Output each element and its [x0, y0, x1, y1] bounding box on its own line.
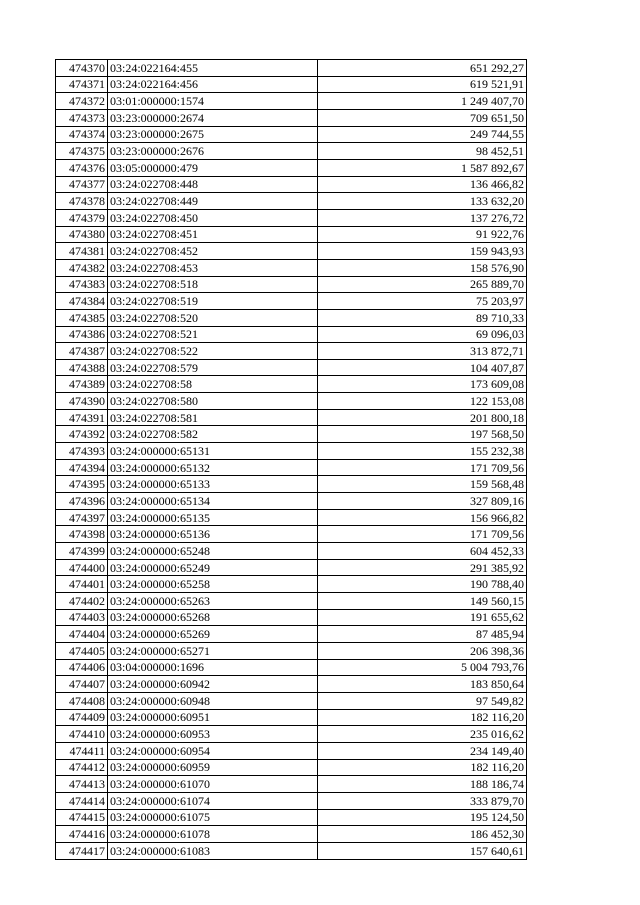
cadastral-value-cell: 183 850,64: [318, 676, 527, 693]
table-row: [56, 109, 527, 126]
table-row: [56, 243, 527, 260]
cadastral-number-cell: 03:24:000000:60942: [108, 676, 318, 693]
row-number-cell: 474380: [56, 226, 108, 243]
table-row: [56, 593, 527, 610]
cadastral-value-cell: 313 872,71: [318, 343, 527, 360]
table-row: [56, 309, 527, 326]
cadastral-number-cell: 03:24:000000:61075: [108, 809, 318, 826]
cadastral-value-cell: 156 966,82: [318, 509, 527, 526]
table-row: [56, 326, 527, 343]
cadastral-number-cell: 03:24:022164:455: [108, 60, 318, 77]
cadastral-number-cell: 03:24:000000:65136: [108, 526, 318, 543]
cadastral-number-cell: 03:04:000000:1696: [108, 659, 318, 676]
cadastral-number-cell: 03:24:000000:65135: [108, 509, 318, 526]
cadastral-number-cell: 03:24:022708:520: [108, 309, 318, 326]
table-row: [56, 609, 527, 626]
table-row: [56, 759, 527, 776]
cadastral-value-cell: 104 407,87: [318, 359, 527, 376]
cadastral-value-cell: 171 709,56: [318, 459, 527, 476]
cadastral-value-cell: 122 153,08: [318, 393, 527, 410]
row-number-cell: 474402: [56, 593, 108, 610]
row-number-cell: 474381: [56, 243, 108, 260]
cadastral-value-cell: 1 587 892,67: [318, 159, 527, 176]
row-number-cell: 474397: [56, 509, 108, 526]
row-number-cell: 474393: [56, 443, 108, 460]
cadastral-value-cell: 98 452,51: [318, 143, 527, 160]
cadastral-number-cell: 03:24:022708:451: [108, 226, 318, 243]
cadastral-value-cell: 75 203,97: [318, 293, 527, 310]
cadastral-value-cell: 333 879,70: [318, 792, 527, 809]
row-number-cell: 474379: [56, 209, 108, 226]
row-number-cell: 474412: [56, 759, 108, 776]
row-number-cell: 474388: [56, 359, 108, 376]
cadastral-value-cell: 133 632,20: [318, 193, 527, 210]
table-row: [56, 659, 527, 676]
cadastral-number-cell: 03:24:022708:453: [108, 259, 318, 276]
row-number-cell: 474400: [56, 559, 108, 576]
row-number-cell: 474415: [56, 809, 108, 826]
cadastral-value-cell: 604 452,33: [318, 543, 527, 560]
cadastral-value-cell: 136 466,82: [318, 176, 527, 193]
cadastral-number-cell: 03:24:000000:65268: [108, 609, 318, 626]
row-number-cell: 474417: [56, 842, 108, 859]
cadastral-value-cell: 188 186,74: [318, 776, 527, 793]
cadastral-value-cell: 186 452,30: [318, 826, 527, 843]
row-number-cell: 474405: [56, 642, 108, 659]
table-row: [56, 626, 527, 643]
cadastral-number-cell: 03:23:000000:2676: [108, 143, 318, 160]
table-row: [56, 443, 527, 460]
cadastral-value-cell: 182 116,20: [318, 709, 527, 726]
cadastral-number-cell: 03:24:022708:452: [108, 243, 318, 260]
cadastral-number-cell: 03:24:022708:582: [108, 426, 318, 443]
cadastral-number-cell: 03:24:000000:60954: [108, 742, 318, 759]
cadastral-number-cell: 03:24:000000:60959: [108, 759, 318, 776]
row-number-cell: 474408: [56, 692, 108, 709]
row-number-cell: 474411: [56, 742, 108, 759]
table-row: [56, 159, 527, 176]
cadastral-number-cell: 03:24:022708:58: [108, 376, 318, 393]
cadastral-number-cell: 03:24:000000:60953: [108, 726, 318, 743]
table-row: [56, 709, 527, 726]
cadastral-number-cell: 03:24:000000:61070: [108, 776, 318, 793]
row-number-cell: 474409: [56, 709, 108, 726]
table-row: [56, 409, 527, 426]
cadastral-value-cell: 89 710,33: [318, 309, 527, 326]
row-number-cell: 474382: [56, 259, 108, 276]
table-row: [56, 792, 527, 809]
row-number-cell: 474404: [56, 626, 108, 643]
row-number-cell: 474373: [56, 109, 108, 126]
cadastral-number-cell: 03:23:000000:2674: [108, 109, 318, 126]
cadastral-number-cell: 03:24:000000:60948: [108, 692, 318, 709]
cadastral-number-cell: 03:24:000000:65258: [108, 576, 318, 593]
table-row: [56, 259, 527, 276]
table-row: [56, 459, 527, 476]
cadastral-number-cell: 03:24:000000:65132: [108, 459, 318, 476]
cadastral-number-cell: 03:24:000000:65249: [108, 559, 318, 576]
cadastral-value-cell: 157 640,61: [318, 842, 527, 859]
row-number-cell: 474385: [56, 309, 108, 326]
cadastral-value-cell: 159 943,93: [318, 243, 527, 260]
cadastral-number-cell: 03:24:022708:449: [108, 193, 318, 210]
row-number-cell: 474377: [56, 176, 108, 193]
row-number-cell: 474384: [56, 293, 108, 310]
table-row: [56, 176, 527, 193]
cadastral-number-cell: 03:23:000000:2675: [108, 126, 318, 143]
row-number-cell: 474398: [56, 526, 108, 543]
cadastral-number-cell: 03:24:022708:581: [108, 409, 318, 426]
cadastral-value-cell: 651 292,27: [318, 60, 527, 77]
row-number-cell: 474396: [56, 493, 108, 510]
row-number-cell: 474371: [56, 76, 108, 93]
table-row: [56, 126, 527, 143]
table-row: [56, 209, 527, 226]
row-number-cell: 474406: [56, 659, 108, 676]
table-row: [56, 676, 527, 693]
cadastral-value-cell: 173 609,08: [318, 376, 527, 393]
cadastral-value-cell: 190 788,40: [318, 576, 527, 593]
cadastral-number-cell: 03:24:000000:61083: [108, 842, 318, 859]
row-number-cell: 474403: [56, 609, 108, 626]
cadastral-number-cell: 03:05:000000:479: [108, 159, 318, 176]
table-row: [56, 393, 527, 410]
cadastral-number-cell: 03:24:022708:522: [108, 343, 318, 360]
cadastral-number-cell: 03:24:000000:65269: [108, 626, 318, 643]
cadastral-value-cell: 171 709,56: [318, 526, 527, 543]
row-number-cell: 474383: [56, 276, 108, 293]
cadastral-value-cell: 327 809,16: [318, 493, 527, 510]
row-number-cell: 474399: [56, 543, 108, 560]
table-row: [56, 543, 527, 560]
table-row: [56, 726, 527, 743]
row-number-cell: 474392: [56, 426, 108, 443]
cadastral-value-cell: 5 004 793,76: [318, 659, 527, 676]
table-row: [56, 509, 527, 526]
table-row: [56, 343, 527, 360]
cadastral-value-cell: 159 568,48: [318, 476, 527, 493]
cadastral-value-cell: 201 800,18: [318, 409, 527, 426]
cadastral-number-cell: 03:24:022708:579: [108, 359, 318, 376]
table-row: [56, 526, 527, 543]
cadastral-value-cell: 709 651,50: [318, 109, 527, 126]
row-number-cell: 474395: [56, 476, 108, 493]
table-row: [56, 776, 527, 793]
cadastral-number-cell: 03:24:022708:518: [108, 276, 318, 293]
cadastral-value-cell: 182 116,20: [318, 759, 527, 776]
row-number-cell: 474413: [56, 776, 108, 793]
table-row: [56, 76, 527, 93]
cadastral-value-cell: 619 521,91: [318, 76, 527, 93]
row-number-cell: 474414: [56, 792, 108, 809]
row-number-cell: 474370: [56, 60, 108, 77]
table-row: [56, 143, 527, 160]
row-number-cell: 474387: [56, 343, 108, 360]
cadastral-value-cell: 195 124,50: [318, 809, 527, 826]
cadastral-number-cell: 03:24:000000:65134: [108, 493, 318, 510]
row-number-cell: 474389: [56, 376, 108, 393]
registry-table-body: [56, 60, 527, 860]
cadastral-number-cell: 03:24:022708:521: [108, 326, 318, 343]
cadastral-value-cell: 1 249 407,70: [318, 93, 527, 110]
cadastral-number-cell: 03:24:000000:61074: [108, 792, 318, 809]
row-number-cell: 474401: [56, 576, 108, 593]
row-number-cell: 474386: [56, 326, 108, 343]
table-row: [56, 842, 527, 859]
cadastral-number-cell: 03:24:000000:60951: [108, 709, 318, 726]
cadastral-number-cell: 03:24:022708:580: [108, 393, 318, 410]
cadastral-number-cell: 03:24:022708:450: [108, 209, 318, 226]
table-row: [56, 742, 527, 759]
cadastral-number-cell: 03:24:000000:65131: [108, 443, 318, 460]
row-number-cell: 474394: [56, 459, 108, 476]
cadastral-value-cell: 197 568,50: [318, 426, 527, 443]
cadastral-number-cell: 03:24:000000:65263: [108, 593, 318, 610]
cadastral-value-cell: 206 398,36: [318, 642, 527, 659]
row-number-cell: 474372: [56, 93, 108, 110]
table-row: [56, 493, 527, 510]
row-number-cell: 474407: [56, 676, 108, 693]
table-row: [56, 376, 527, 393]
cadastral-number-cell: 03:24:022708:519: [108, 293, 318, 310]
table-row: [56, 826, 527, 843]
cadastral-number-cell: 03:24:022164:456: [108, 76, 318, 93]
cadastral-value-cell: 265 889,70: [318, 276, 527, 293]
cadastral-value-cell: 97 549,82: [318, 692, 527, 709]
cadastral-value-cell: 155 232,38: [318, 443, 527, 460]
cadastral-number-cell: 03:01:000000:1574: [108, 93, 318, 110]
cadastral-value-cell: 137 276,72: [318, 209, 527, 226]
cadastral-value-cell: 91 922,76: [318, 226, 527, 243]
cadastral-value-cell: 69 096,03: [318, 326, 527, 343]
row-number-cell: 474410: [56, 726, 108, 743]
table-row: [56, 576, 527, 593]
cadastral-number-cell: 03:24:000000:65133: [108, 476, 318, 493]
table-row: [56, 642, 527, 659]
cadastral-value-cell: 291 385,92: [318, 559, 527, 576]
row-number-cell: 474376: [56, 159, 108, 176]
table-row: [56, 476, 527, 493]
table-row: [56, 359, 527, 376]
cadastral-value-cell: 235 016,62: [318, 726, 527, 743]
cadastral-number-cell: 03:24:000000:65271: [108, 642, 318, 659]
row-number-cell: 474390: [56, 393, 108, 410]
table-row: [56, 559, 527, 576]
table-row: [56, 60, 527, 77]
table-row: [56, 426, 527, 443]
cadastral-value-cell: 158 576,90: [318, 259, 527, 276]
cadastral-number-cell: 03:24:022708:448: [108, 176, 318, 193]
table-row: [56, 809, 527, 826]
cadastral-number-cell: 03:24:000000:65248: [108, 543, 318, 560]
table-row: [56, 93, 527, 110]
row-number-cell: 474374: [56, 126, 108, 143]
cadastral-value-cell: 87 485,94: [318, 626, 527, 643]
registry-table: [55, 59, 527, 860]
table-row: [56, 193, 527, 210]
table-row: [56, 293, 527, 310]
row-number-cell: 474378: [56, 193, 108, 210]
cadastral-value-cell: 234 149,40: [318, 742, 527, 759]
row-number-cell: 474391: [56, 409, 108, 426]
cadastral-value-cell: 249 744,55: [318, 126, 527, 143]
cadastral-number-cell: 03:24:000000:61078: [108, 826, 318, 843]
cadastral-value-cell: 149 560,15: [318, 593, 527, 610]
table-row: [56, 276, 527, 293]
cadastral-value-cell: 191 655,62: [318, 609, 527, 626]
row-number-cell: 474416: [56, 826, 108, 843]
table-row: [56, 226, 527, 243]
table-row: [56, 692, 527, 709]
row-number-cell: 474375: [56, 143, 108, 160]
